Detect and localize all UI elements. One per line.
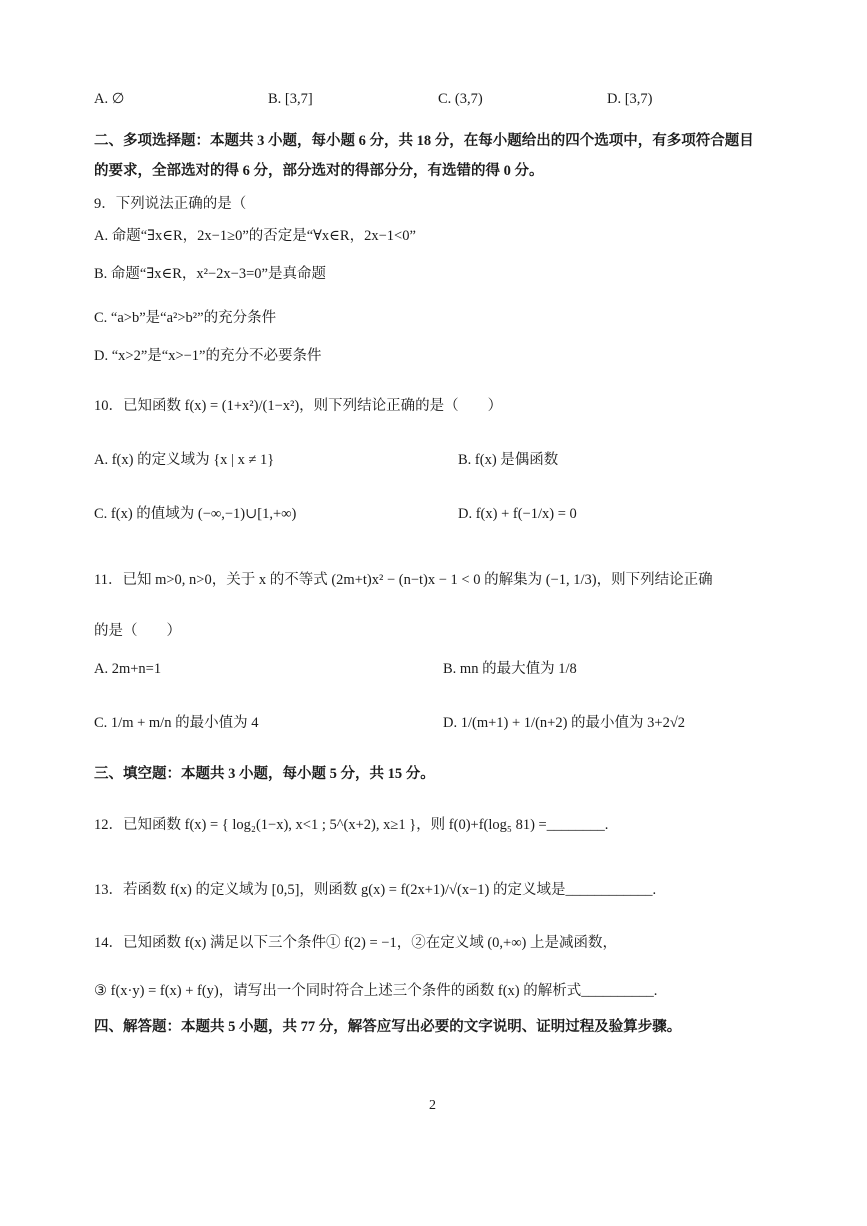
q11-option-d: D. 1/(m+1) + 1/(n+2) 的最小值为 3+2√2 (443, 715, 686, 731)
q11-stem: 11．已知 m>0, n>0，关于 x 的不等式 (2m+t)x² − (n−t)x − 1 < 0 的解集为 (−1, 1/3)，则下列结论正确 (94, 572, 713, 588)
q14-line1: 14．已知函数 f(x) 满足以下三个条件① f(2) = −1，②在定义域 (0,+∞) 上是减函数， (94, 935, 617, 951)
q10-option-a: A. f(x) 的定义域为 {x | x ≠ 1} (94, 452, 275, 468)
q8-option-b: B. [3,7] (268, 91, 313, 107)
q8-option-a: A. ∅ (94, 91, 125, 107)
q10-option-c: C. f(x) 的值域为 (−∞,−1)∪[1,+∞) (94, 506, 297, 522)
q9-option-a: A. 命题“∃x∈R，2x−1≥0”的否定是“∀x∈R，2x−1<0” (94, 228, 416, 244)
q8-option-d: D. [3,7) (607, 91, 653, 107)
q11-option-c: C. 1/m + m/n 的最小值为 4 (94, 715, 259, 731)
q12-stem: 12．已知函数 f(x) = { log₂(1−x), x<1 ; 5^(x+2), x≥1 }，则 f(0)+f(log₅ 81) =________. (94, 817, 609, 833)
q10-option-d: D. f(x) + f(−1/x) = 0 (458, 506, 577, 522)
section2-heading-line2: 的要求，全部选对的得 6 分，部分选对的得部分分，有选错的得 0 分。 (94, 163, 544, 179)
q11-option-a: A. 2m+n=1 (94, 661, 162, 677)
q11-stem-cont: 的是（ ） (94, 623, 181, 639)
q10-stem: 10．已知函数 f(x) = (1+x²)/(1−x²)，则下列结论正确的是（ ） (94, 398, 503, 414)
section3-heading: 三、填空题：本题共 3 小题，每小题 5 分，共 15 分。 (94, 766, 435, 782)
q13-stem: 13．若函数 f(x) 的定义域为 [0,5]，则函数 g(x) = f(2x+1)/√(x−1) 的定义域是____________. (94, 882, 657, 898)
q9-stem: 9．下列说法正确的是（ (94, 196, 247, 212)
q9-option-c: C. “a>b”是“a²>b²”的充分条件 (94, 310, 277, 326)
q11-option-b: B. mn 的最大值为 1/8 (443, 661, 577, 677)
q9-option-b: B. 命题“∃x∈R，x²−2x−3=0”是真命题 (94, 266, 326, 282)
section4-heading: 四、解答题：本题共 5 小题，共 77 分，解答应写出必要的文字说明、证明过程及验算步骤。 (94, 1019, 682, 1035)
q14-line2: ③ f(x·y) = f(x) + f(y)，请写出一个同时符合上述三个条件的函数 f(x) 的解析式__________. (94, 983, 658, 999)
q9-option-d: D. “x>2”是“x>−1”的充分不必要条件 (94, 348, 322, 364)
q10-option-b: B. f(x) 是偶函数 (458, 452, 559, 468)
q8-option-c: C. (3,7) (438, 91, 483, 107)
page-number: 2 (429, 1098, 436, 1113)
section2-heading-line1: 二、多项选择题：本题共 3 小题，每小题 6 分，共 18 分，在每小题给出的四个选项中，有多项符合题目 (94, 133, 754, 149)
